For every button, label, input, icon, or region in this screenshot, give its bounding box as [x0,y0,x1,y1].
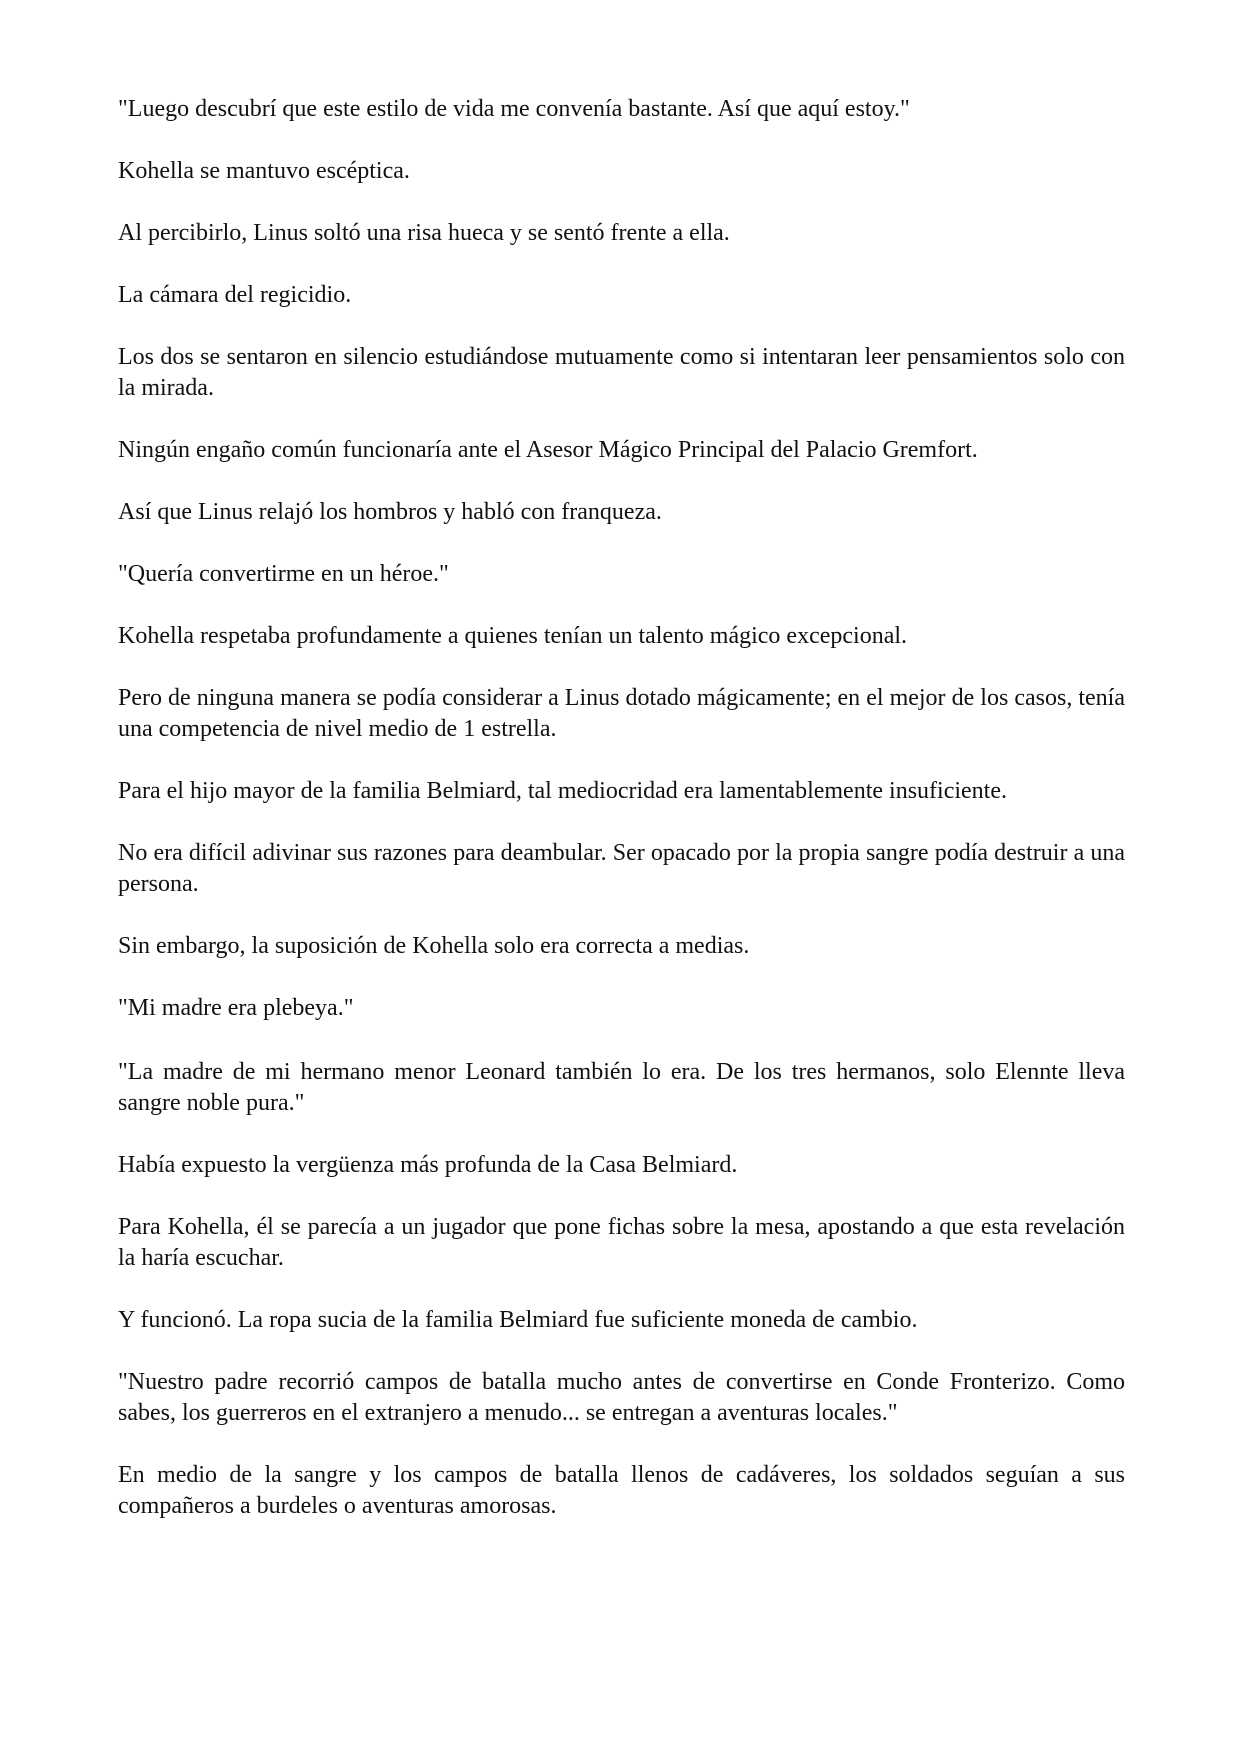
body-text [118,94,1125,1553]
paragraph: En medio de la sangre y los campos de batalla llenos de cadáveres, los soldados seguían a sus compañeros a burdeles o aventuras amorosas. [118,1462,1125,1519]
paragraph: Al percibirlo, Linus soltó una risa hueca y se sentó frente a ella. [118,220,730,246]
paragraph: Y funcionó. La ropa sucia de la familia Belmiard fue suficiente moneda de cambio. [118,1307,918,1333]
paragraph: Pero de ninguna manera se podía considerar a Linus dotado mágicamente; en el mejor de los casos, tenía una competencia de nivel medio de 1 estrella. [118,685,1125,742]
paragraph: La cámara del regicidio. [118,282,352,308]
paragraph: Para Kohella, él se parecía a un jugador que pone fichas sobre la mesa, apostando a que esta revelación la haría escuchar. [118,1214,1125,1271]
paragraph: Así que Linus relajó los hombros y habló con franqueza. [118,499,662,525]
paragraph: Había expuesto la vergüenza más profunda de la Casa Belmiard. [118,1152,738,1178]
paragraph: Ningún engaño común funcionaría ante el Asesor Mágico Principal del Palacio Gremfort. [118,437,978,463]
paragraph: No era difícil adivinar sus razones para deambular. Ser opacado por la propia sangre podía destruir a una persona. [118,840,1125,897]
paragraph: "Quería convertirme en un héroe." [118,561,449,587]
paragraph: "Luego descubrí que este estilo de vida me convenía bastante. Así que aquí estoy." [118,96,910,122]
paragraph: Sin embargo, la suposición de Kohella solo era correcta a medias. [118,933,750,959]
paragraph: Los dos se sentaron en silencio estudiándose mutuamente como si intentaran leer pensamientos solo con la mirada. [118,344,1125,401]
paragraph: "Mi madre era plebeya." [118,995,354,1021]
paragraph: Para el hijo mayor de la familia Belmiard, tal mediocridad era lamentablemente insuficiente. [118,778,1007,804]
paragraph: "Nuestro padre recorrió campos de batalla mucho antes de convertirse en Conde Fronterizo. Como sabes, los guerreros en el extranjero a menudo... se entregan a aventuras locales." [118,1369,1125,1426]
paragraph: Kohella se mantuvo escéptica. [118,158,410,184]
paragraph: "La madre de mi hermano menor Leonard también lo era. De los tres hermanos, solo Elennte lleva sangre noble pura." [118,1059,1125,1116]
paragraph: Kohella respetaba profundamente a quienes tenían un talento mágico excepcional. [118,623,908,649]
